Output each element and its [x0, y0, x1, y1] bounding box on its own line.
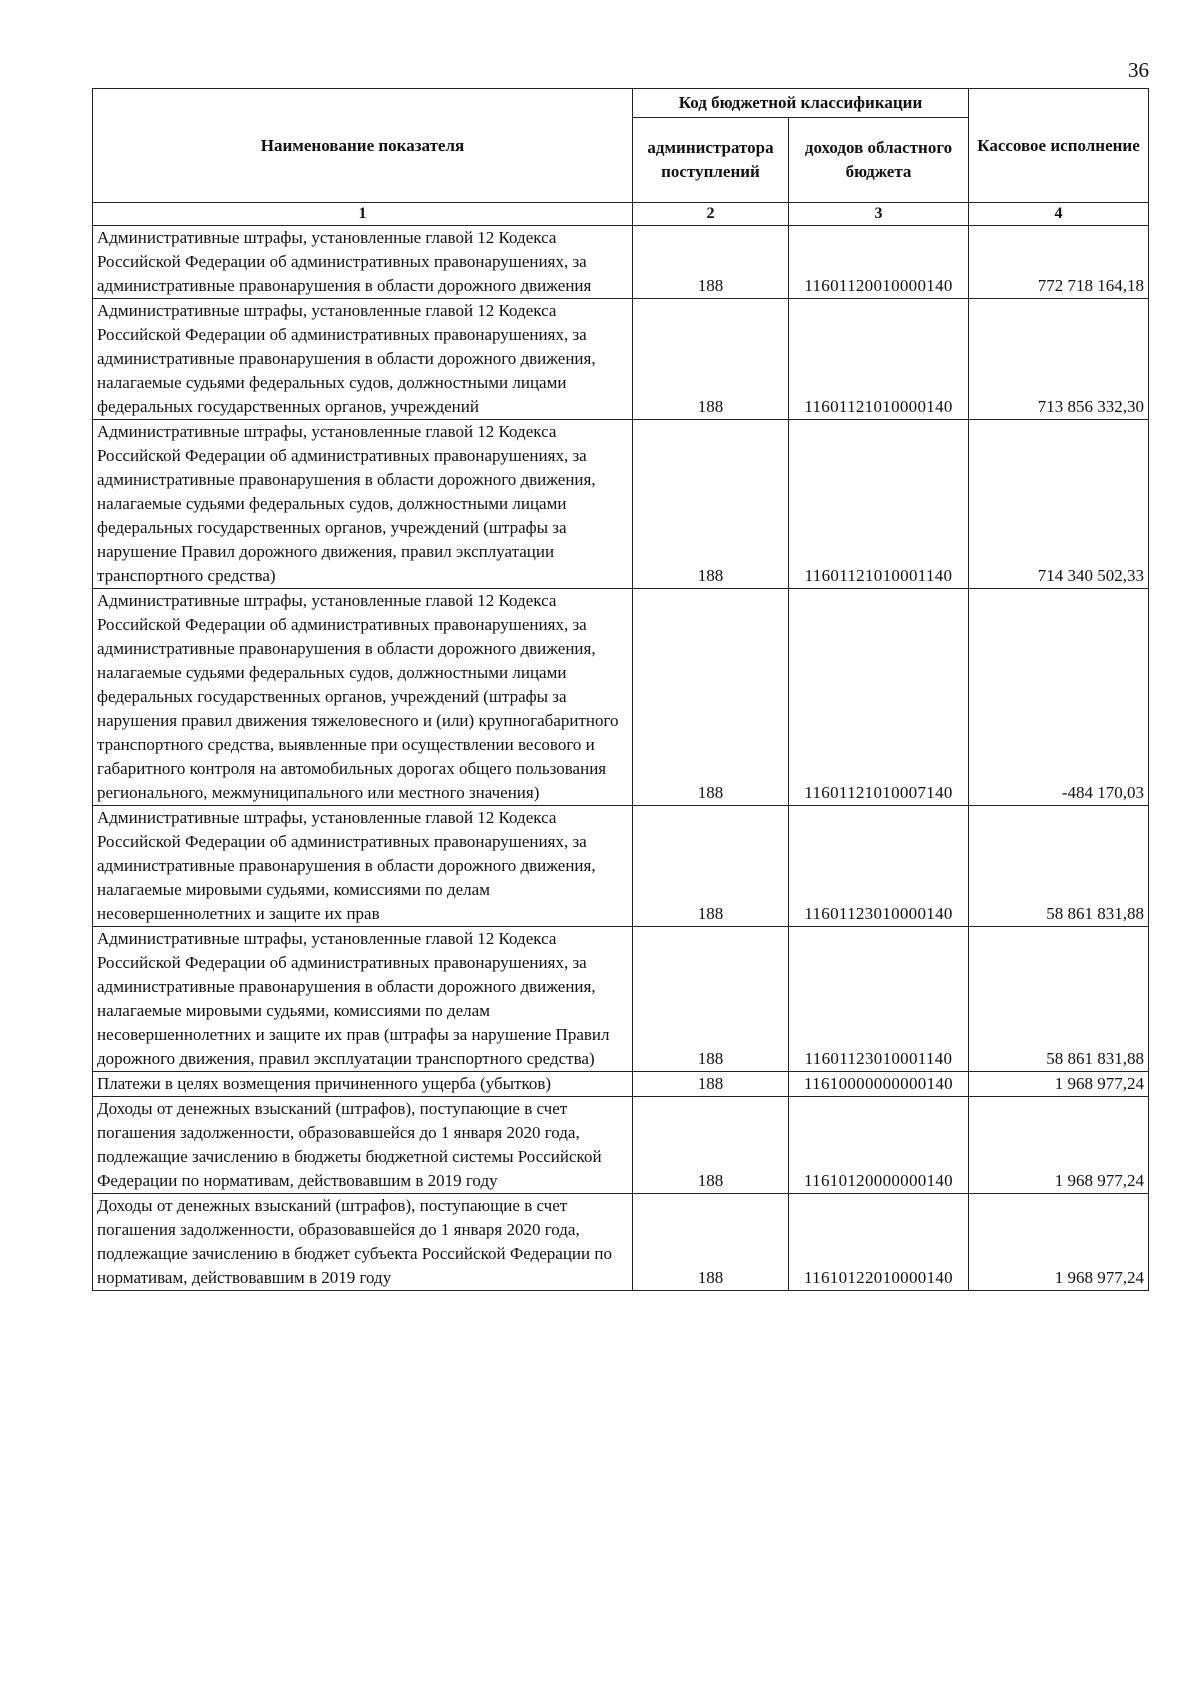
table-row — [93, 927, 1149, 1072]
cash-execution-amount: 58 861 831,88 — [969, 927, 1149, 1072]
cash-execution-amount: 58 861 831,88 — [969, 806, 1149, 927]
indicator-name: Административные штрафы, установленные главой 12 Кодекса Российской Федерации об административных правонарушениях, за административные правонарушения в области дорожного движения, налагаемые мировыми судьями, комиссиями по делам несовершеннолетних и защите их прав (штрафы за нарушение Правил дорожного движения, правил эксплуатации транспортного средства) — [93, 927, 633, 1072]
indicator-name: Административные штрафы, установленные главой 12 Кодекса Российской Федерации об административных правонарушениях, за административные правонарушения в области дорожного движения, налагаемые судьями федеральных судов, должностными лицами федеральных государственных органов, учреждений — [93, 299, 633, 420]
income-code: 11601121010000140 — [789, 299, 969, 420]
column-number-1: 1 — [93, 203, 633, 226]
table-row — [93, 1097, 1149, 1194]
income-code: 11610000000000140 — [789, 1072, 969, 1097]
column-number-3: 3 — [789, 203, 969, 226]
indicator-name: Доходы от денежных взысканий (штрафов), поступающие в счет погашения задолженности, образовавшейся до 1 января 2020 года, подлежащие зачислению в бюджеты бюджетной системы Российской Федерации по нормативам, действовавшим в 2019 году — [93, 1097, 633, 1194]
administrator-code: 188 — [633, 1194, 789, 1291]
header-cash-execution: Кассовое исполнение — [969, 89, 1149, 203]
administrator-code: 188 — [633, 1072, 789, 1097]
income-code: 11601121010007140 — [789, 589, 969, 806]
table-row — [93, 1072, 1149, 1097]
income-code: 11601123010001140 — [789, 927, 969, 1072]
indicator-name: Административные штрафы, установленные главой 12 Кодекса Российской Федерации об административных правонарушениях, за административные правонарушения в области дорожного движения, налагаемые судьями федеральных судов, должностными лицами федеральных государственных органов, учреждений (штрафы за нарушения правил движения тяжеловесного и (или) крупногабаритного транспортного средства, выявленные при осуществлении весового и габаритного контроля на автомобильных дорогах общего пользования регионального, межмуниципального или местного значения) — [93, 589, 633, 806]
cash-execution-amount: 714 340 502,33 — [969, 420, 1149, 589]
cash-execution-amount: 1 968 977,24 — [969, 1097, 1149, 1194]
column-number-4: 4 — [969, 203, 1149, 226]
income-code: 11610122010000140 — [789, 1194, 969, 1291]
cash-execution-amount: -484 170,03 — [969, 589, 1149, 806]
cash-execution-amount: 1 968 977,24 — [969, 1194, 1149, 1291]
header-classification-code: Код бюджетной классификации — [633, 89, 969, 118]
income-code: 11601121010001140 — [789, 420, 969, 589]
administrator-code: 188 — [633, 927, 789, 1072]
indicator-name: Доходы от денежных взысканий (штрафов), поступающие в счет погашения задолженности, образовавшейся до 1 января 2020 года, подлежащие зачислению в бюджет субъекта Российской Федерации по нормативам, действовавшим в 2019 году — [93, 1194, 633, 1291]
cash-execution-amount: 1 968 977,24 — [969, 1072, 1149, 1097]
cash-execution-amount: 772 718 164,18 — [969, 226, 1149, 299]
income-code: 11601123010000140 — [789, 806, 969, 927]
administrator-code: 188 — [633, 420, 789, 589]
budget-revenue-table — [92, 88, 1149, 1291]
header-regional-income: доходов областного бюджета — [789, 118, 969, 203]
header-indicator-name: Наименование показателя — [93, 89, 633, 203]
administrator-code: 188 — [633, 1097, 789, 1194]
table-row — [93, 806, 1149, 927]
column-number-2: 2 — [633, 203, 789, 226]
table-row — [93, 589, 1149, 806]
table-row — [93, 420, 1149, 589]
indicator-name: Административные штрафы, установленные главой 12 Кодекса Российской Федерации об административных правонарушениях, за административные правонарушения в области дорожного движения, налагаемые судьями федеральных судов, должностными лицами федеральных государственных органов, учреждений (штрафы за нарушение Правил дорожного движения, правил эксплуатации транспортного средства) — [93, 420, 633, 589]
header-administrator: администратора поступлений — [633, 118, 789, 203]
page-number: 36 — [1128, 58, 1149, 82]
administrator-code: 188 — [633, 226, 789, 299]
indicator-name: Административные штрафы, установленные главой 12 Кодекса Российской Федерации об административных правонарушениях, за административные правонарушения в области дорожного движения — [93, 226, 633, 299]
table-row — [93, 226, 1149, 299]
administrator-code: 188 — [633, 299, 789, 420]
indicator-name: Платежи в целях возмещения причиненного ущерба (убытков) — [93, 1072, 633, 1097]
table-row — [93, 299, 1149, 420]
indicator-name: Административные штрафы, установленные главой 12 Кодекса Российской Федерации об административных правонарушениях, за административные правонарушения в области дорожного движения, налагаемые мировыми судьями, комиссиями по делам несовершеннолетних и защите их прав — [93, 806, 633, 927]
administrator-code: 188 — [633, 806, 789, 927]
administrator-code: 188 — [633, 589, 789, 806]
table-row — [93, 1194, 1149, 1291]
income-code: 11610120000000140 — [789, 1097, 969, 1194]
cash-execution-amount: 713 856 332,30 — [969, 299, 1149, 420]
income-code: 11601120010000140 — [789, 226, 969, 299]
